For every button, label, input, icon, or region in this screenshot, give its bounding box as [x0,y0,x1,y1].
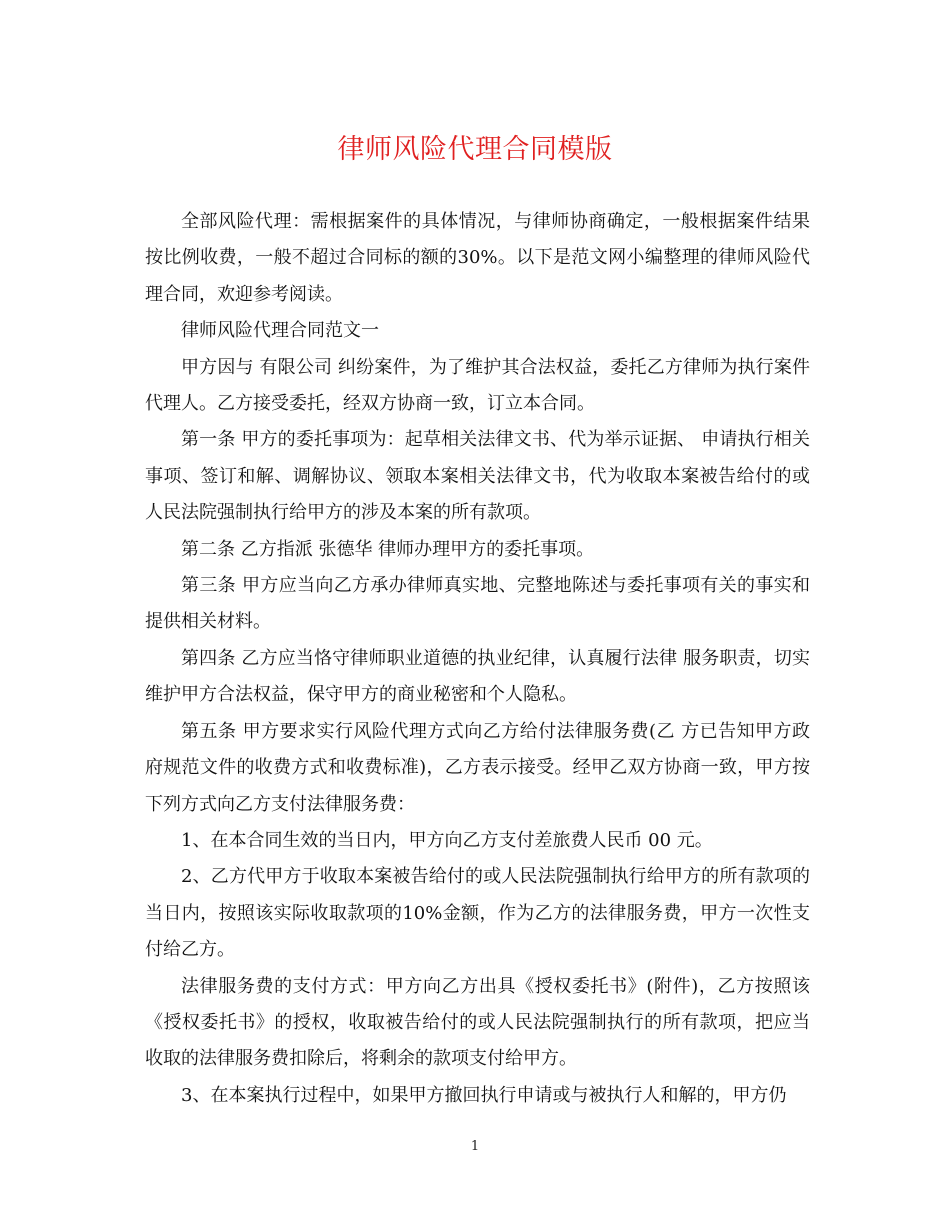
paragraph-article-1: 第一条 甲方的委托事项为：起草相关法律文书、代为举示证据、 申请执行相关事项、签订和解、调解协议、领取本案相关法律文书，代为收取本案被告给付的或人民法院强制执行给甲方的涉及本案的所有款项。 [145,429,810,524]
document-body [145,204,810,1114]
paragraph-article-2: 第二条 乙方指派 张德华 律师办理甲方的委托事项。 [181,538,595,560]
paragraph-article-5: 第五条 甲方要求实行风险代理方式向乙方给付法律服务费(乙 方已告知甲方政府规范文件的收费方式和收费标准)，乙方表示接受。经甲乙双方协商一致，甲方按下列方式向乙方支付法律服务费： [145,720,810,815]
page-number: 1 [470,1139,480,1154]
paragraph-item-2: 2、乙方代甲方于收取本案被告给付的或人民法院强制执行给甲方的所有款项的当日内，按照该实际收取款项的10%金额，作为乙方的法律服务费，甲方一次性支付给乙方。 [145,866,810,961]
paragraph-intro: 全部风险代理：需根据案件的具体情况，与律师协商确定，一般根据案件结果按比例收费，一般不超过合同标的额的30%。以下是范文网小编整理的律师风险代理合同，欢迎参考阅读。 [145,211,810,305]
paragraph-item-1: 1、在本合同生效的当日内，甲方向乙方支付差旅费人民币 00 元。 [181,829,713,851]
paragraph-article-3: 第三条 甲方应当向乙方承办律师真实地、完整地陈述与委托事项有关的事实和提供相关材料。 [145,575,810,633]
paragraph-item-3: 3、在本案执行过程中，如果甲方撤回执行申请或与被执行人和解的，甲方仍 [181,1084,787,1106]
paragraph-preamble: 甲方因与 有限公司 纠纷案件，为了维护其合法权益，委托乙方律师为执行案件代理人。乙方接受委托，经双方协商一致，订立本合同。 [145,356,810,415]
paragraph-article-4: 第四条 乙方应当恪守律师职业道德的执业纪律，认真履行法律 服务职责，切实维护甲方合法权益，保守甲方的商业秘密和个人隐私。 [145,647,810,706]
paragraph-sample-heading: 律师风险代理合同范文一 [181,320,379,342]
paragraph-payment-method: 法律服务费的支付方式：甲方向乙方出具《授权委托书》(附件)，乙方按照该《授权委托书》的授权，收取被告给付的或人民法院强制执行的所有款项，把应当收取的法律服务费扣除后，将剩余的款项支付给甲方。 [145,975,810,1070]
document-title: 律师风险代理合同模版 [337,134,613,165]
